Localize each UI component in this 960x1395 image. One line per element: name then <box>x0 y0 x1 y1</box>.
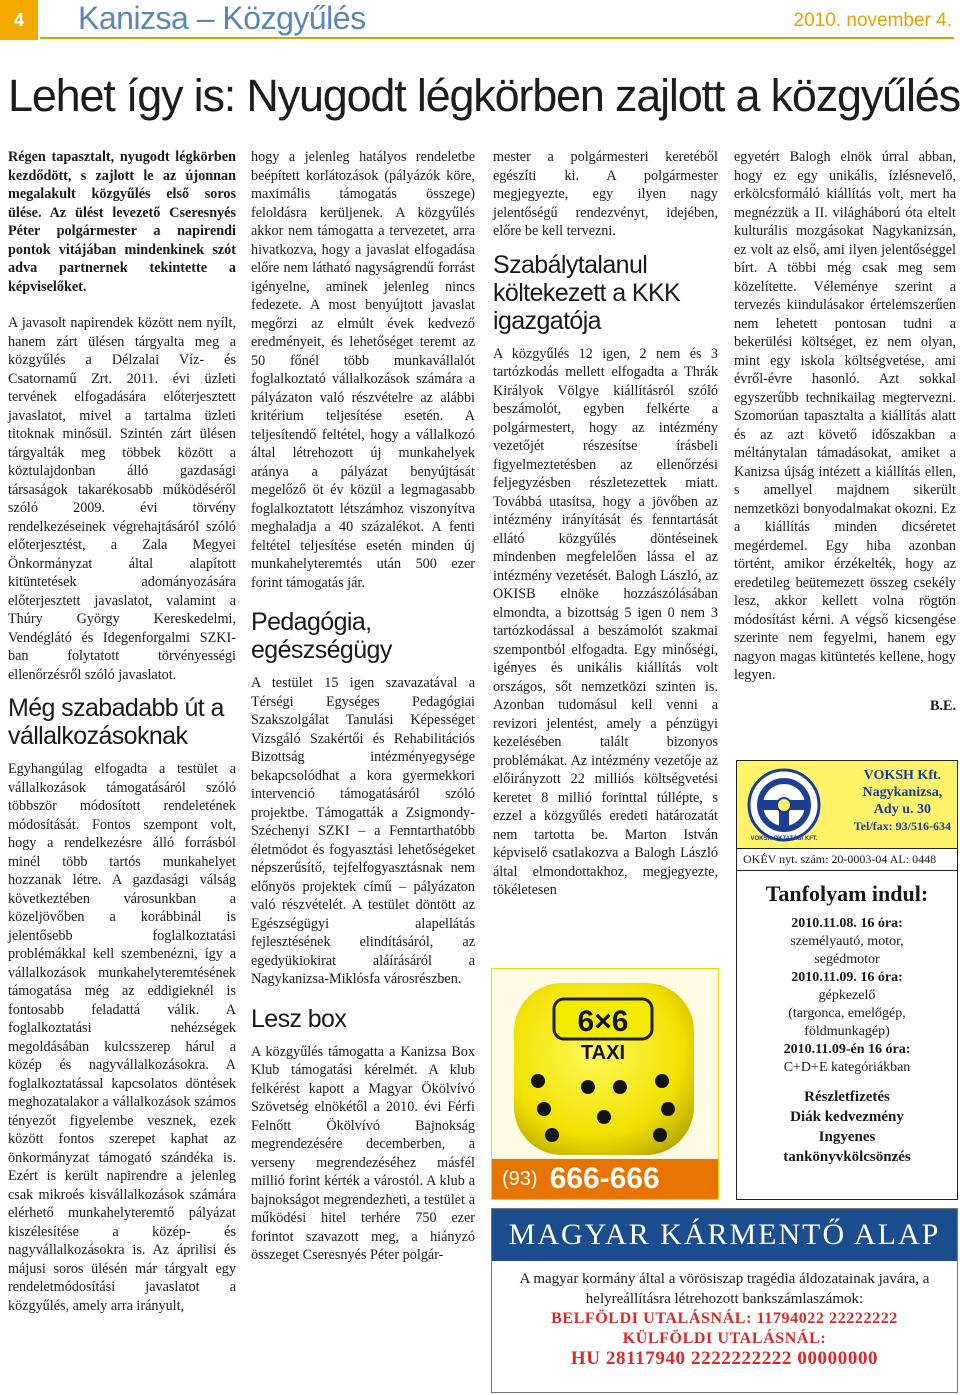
paragraph: A közgyűlés 12 igen, 2 nem és 3 tartózkodás mellett elfogadta a Thrák Királyok Völgye kiállításról szóló beszámolót, egyben felkérte a polgármestert, hogy az intézmény vezetőjét részesítse írásbeli figyelmeztetésben az ellenőrzési feljegyzésben részletezettek miatt. Továbbá utasítsa, hogy a jövőben az intézmény irányítását és fenntartását ellátó közgyűlés döntéseinek mindenben megfelelően lássa el az intézmény vezetését. Balogh László, az OKISB elnöke hozzászólásában elmondta, a bizottság 5 igen 0 nem 3 tartózkodással a beszámolót szakmai szempontból elfogadta. Egy minőségi, igényes és unikális kiállítás volt országos, sőt nemzetközi szinten is. Azonban tudomásul kell venni a revizori jelentést, amely a pénzügyi kezelésében talált bizonyos problémákat. Az intézmény vezetője az előirányzott 22 milliós költségvetési keretet 8 millió forinttal túllépte, s ezzel a közgyűlés eredeti határozatát nem tartotta be. Marton István képviselő csatlakozva a Balogh László által elmondottakhoz, megjegyezte, tökéletesen <box>493 345 718 898</box>
voksh-address <box>854 767 951 835</box>
voksh-phone: Tel/fax: 93/516-634 <box>853 819 951 833</box>
voksh-logo-text: VOKSH OKTATÁSI KFT. <box>750 836 818 842</box>
benefit-line: tankönyvkölcsönzés <box>783 1149 911 1165</box>
voksh-city: Nagykanizsa, <box>862 785 943 800</box>
paragraph: hogy a jelenleg hatályos rendeletbe beépített korlátozások (pályázók köre, maximális támogatás összege) feloldásra kerüljenek. A közgyűlés akkor nem támogatta a tervezetet, arra hivatkozva, hogy a javaslat elfogadása előre nem látható nagyságrendű forrást igényelne, aminek jelenleg nincs fedezete. A most benyújtott javaslat megőrzi az elmúlt évek kedvező eredményeit, és lehetőséget teremt az 50 főnél több munkavállalót foglalkoztató vállalkozások számára a pályázaton való részvételre az alábbi kritérium teljesítése esetén. A teljesítendő feltétel, hogy a vállalkozó által létrehozott új munkahelyek aránya a pályázat benyújtását megelőző öt év közül a legmagasabb foglalkoztatott létszámhoz viszonyítva meghaladja a 40 százalékot. A fenti feltétel teljesítése esetén minden új munkahelyteremtés után 500 ezer forint támogatás jár. <box>251 149 475 591</box>
benefit-line: Ingyenes <box>818 1129 876 1145</box>
course-benefits <box>737 1087 957 1167</box>
course-date: 2010.11.09. 16 óra: <box>791 970 903 985</box>
voksh-advertisement[interactable] <box>736 760 958 1200</box>
course-headline: Tanfolyam indul: <box>765 881 929 906</box>
section-title: Kanizsa – Közgyűlés <box>78 0 366 36</box>
foreign-account: HU 28117940 2222222222 00000000 <box>570 1348 879 1369</box>
issue-date: 2010. november 4. <box>793 10 952 31</box>
course-schedule <box>737 915 957 1077</box>
course-line: (targonca, emelőgép, <box>788 1006 906 1021</box>
subheading-pedagogia: Pedagógia, egészségügy <box>251 608 392 664</box>
article-headline: Lehet így is: Nyugodt légkörben zajlott a közgyűlés <box>8 70 960 121</box>
column-4 <box>734 148 956 715</box>
paragraph: A javasolt napirendek között nem nyílt, hanem zárt ülésen tárgyalta meg a közgyűlés a Délzalai Víz- és Csatornamű Zrt. 2011. évi üzleti tervének elfogadására előterjesztett javaslatot, mivel a tartalma üzleti titoknak minősül. Szintén zárt ülésen tárgyalták meg többek között a köztulajdonban álló gazdasági társaságok takarékosabb működéséről szóló 2009. évi törvény rendelkezéseinek végrehajtásáról szóló előterjesztést, a Zala Megyei Önkormányzat által alapított kitüntetések adományozására előterjesztett javaslatot, valamint a Thúry György Kereskedelmi, Vendéglátó és Idegenforgalmi SZKI-ban folytatott törvényességi ellenőrzésről szóló javaslatot. <box>8 315 236 683</box>
taxi-phone <box>492 1159 718 1199</box>
voksh-name: VOKSH Kft. <box>863 768 942 783</box>
subheading-lesz-box: Lesz box <box>251 1004 347 1033</box>
column-3 <box>493 148 718 900</box>
benefit-line: Diák kedvezmény <box>790 1109 904 1125</box>
subheading-kkk: Szabálytalanul költekezett a KKK igazgatója <box>493 250 681 335</box>
course-date: 2010.11.08. 16 óra: <box>791 916 903 931</box>
steering-wheel-icon <box>745 767 823 843</box>
benefit-line: Részletfizetés <box>804 1089 890 1105</box>
course-line: C+D+E kategóriákban <box>783 1060 911 1075</box>
paragraph: mester a polgármesteri keretéből egészíti ki. A polgármester megjegyezte, egy ilyen nagy jelentőségű rendezvényt, idejében, előre be kell tervezni. <box>493 149 718 239</box>
column-1 <box>8 148 236 1315</box>
dice-image <box>492 969 719 1161</box>
paragraph: Egyhangúlag elfogadta a testület a vállalkozások támogatásáról szóló többször módosított rendeletének módosítását. Fontos szempont volt, hogy a rendelkezésre álló forrásból minél több tartós munkahelyet hozzanak létre. A gazdasági válság következtében városunkban a közeljövőben a korábbinál is jelentősebb foglalkoztatási problémákkal kell szembenézni, így a vállalkozások munkahelyteremtésének támogatása még az eddigieknél is fontosabb feladattá válik. A foglalkoztatási nehézségek megoldásában kulcsszerep hárul a közép és nagyvállalkozásokra. A foglalkoztatással kapcsolatos döntések meghozatalakor a vállalkozások számos tényezőt figyelembe vesznek, ezek között fontos szerepet kaphat az önkormányzat támogató szándéka is. Ezért is került napirendre a jelenleg csak mikroés kisvállalkozások számára elérhető munkahelyteremtő pályázat kiszélesítése a közép- és nagyvállalkozásokra is. Az áprilisi és májusi soros ülésén már tárgyalt egy rendeletmódosítási javaslatot a közgyűlés, amely arra irányult, <box>8 761 236 1314</box>
paragraph: A közgyűlés támogatta a Kanizsa Box Klub támogatási kérelmét. A klub felkérést kapott a Magyar Ökölvívó Szövetség elnökétől a 2010. évi Férfi Felnőtt Ökölvívó Bajnokság megrendezésére decemberben, a verseny megrendezéséhez másfél millió forint kérték a várostól. A klub a bajnokságot megrendezheti, a testület a működési hitel terhére 750 ezer forintot szavazott meg, a hiányzó összeget Cseresnyés Péter polgár- <box>251 1043 475 1263</box>
course-line: segédmotor <box>814 952 880 967</box>
paragraph: egyetért Balogh elnök úrral abban, hogy ez egy unikális, ízlésnevelő, erkölcsformáló kiállítás volt, mert ha megnézzük a II. világháború óta eltelt kulturális mozgásokat Nagykanizsán, ez volt az első, ami ilyen jelentőséggel bírt. A többi még csak meg sem közelítette. Véleménye szerint a tervezés kiindulásakor értelemszerűen nem lehetett pontosan tudni a bekerülési költséget, ez nem olyan, mint egy iskola költségvetése, ami évről-évre hasonló. Azt sokkal egyszerűbb technikailag megtervezni. Szomorúan tapasztalta a kiállítás alatt és az azt követő időszakban a méltánytalan támadásokat, amiket a Kanizsa újság intézett a kiállítás ellen, s amellyel majdnem sikerült nemzetközi bonyodalmakat okozni. Ez a kiállítás minden dicséretet megérdemel. Egy hiba azonban történt, amikor érzékelték, hogy az eredetileg beütemezett összeg csekély lesz, akkor kellett volna rögtön módosítást kérni. A végső kicsengése szerinte nem fegyelmi, hanem egy nagyon magas kitüntetés kellene, hogy legyen. <box>734 149 956 683</box>
karmento-alap-box <box>491 1208 958 1393</box>
phone-number: 666-666 <box>549 1162 660 1195</box>
course-line: földmunkagép) <box>804 1024 890 1039</box>
karmento-title: MAGYAR KÁRMENTŐ ALAP <box>492 1209 957 1261</box>
voksh-street: Ady u. 30 <box>873 802 931 817</box>
page-number: 4 <box>0 0 38 40</box>
course-line: személyautó, motor, <box>790 934 904 949</box>
paragraph: A testület 15 igen szavazatával a Térségi Egységes Pedagógiai Szakszolgálat Tanulási Képességet Vizsgáló Szakértői és Rehabilitációs Bizottság intézményegysége bekapcsolódhat a kora gyermekkori intervenció támogatásáról szóló projektbe. Támogatták a Zsigmondy-Széchenyi SZKI – a Fenntarthatóbb életmódot és fogyasztási lehetőségeket népszerűsítő, tejfelfogyasztásnak nem előnyös projektek című – pályázaton való részvételét. A testület döntött az Egészségügyi alapellátás fejlesztésének elindításáról, az egedyükiokirat aláírásáról a Nagykanizsa-Miklósfa városrészben. <box>251 675 475 987</box>
voksh-header <box>737 761 957 849</box>
domestic-account: BELFÖLDI UTALÁSNÁL: 11794022 22222222 <box>551 1310 898 1327</box>
course-date: 2010.11.09-én 16 óra: <box>783 1042 911 1057</box>
phone-prefix: (93) <box>502 1167 538 1190</box>
taxi-label: TAXI <box>580 1042 626 1064</box>
foreign-account-label: KÜLFÖLDI UTALÁSNÁL: <box>622 1330 827 1347</box>
author-signoff: B.E. <box>929 697 956 714</box>
dice-label: 6×6 <box>577 1005 629 1038</box>
header-rule <box>40 37 954 39</box>
taxi-advertisement[interactable] <box>491 968 719 1200</box>
course-line: gépkezelő <box>818 988 876 1003</box>
column-2 <box>251 148 475 1265</box>
karmento-text: A magyar kormány által a vörösiszap tragédia áldozatainak javára, a helyreállításra létrehozott bankszámlaszámok: <box>519 1271 930 1307</box>
subheading-vallalkozasok: Még szabadabb út a vállalkozásoknak <box>8 694 224 750</box>
voksh-license: OKÉV nyt. szám: 20-0003-04 AL: 0448 <box>737 849 957 871</box>
article-lead: Régen tapasztalt, nyugodt légkörben kezdődött, s zajlott le az újonnan megalakult közgyűlés első soros ülése. Az ülést levezető Cseresnyés Péter polgármester a napirendi pontok vitájában mindenkinek szót adva partnernek tekintette a képviselőket. <box>8 149 236 295</box>
